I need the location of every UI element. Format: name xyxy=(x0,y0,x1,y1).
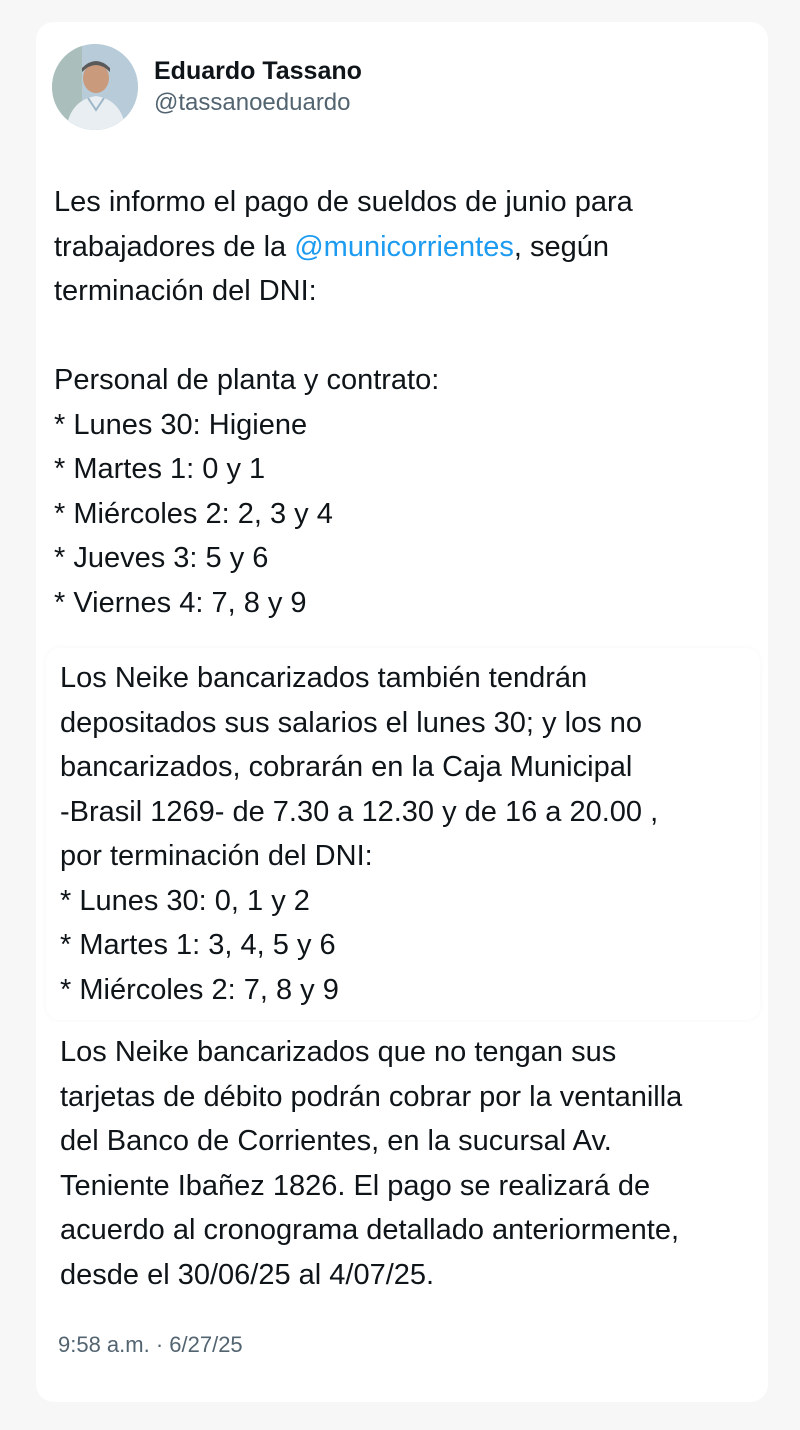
text-line: por terminación del DNI: xyxy=(60,840,373,872)
tweet-text-block-1 xyxy=(40,172,760,633)
text-line: Los Neike bancarizados que no tengan sus xyxy=(60,1036,617,1068)
tweet-header xyxy=(52,44,362,130)
author-display-name[interactable]: Eduardo Tassano xyxy=(154,57,362,85)
tweet-text-block-2 xyxy=(46,648,760,1020)
text-line: depositados sus salarios el lunes 30; y los no xyxy=(60,706,642,739)
text-line: desde el 30/06/25 al 4/07/25. xyxy=(60,1258,435,1291)
text-line: acuerdo al cronograma detallado anteriormente, xyxy=(60,1214,680,1246)
text-line xyxy=(54,225,746,270)
list-item: * Martes 1: 0 y 1 xyxy=(54,453,266,485)
text-line: Teniente Ibañez 1826. El pago se realizará de xyxy=(60,1169,651,1202)
author-handle[interactable]: @tassanoeduardo xyxy=(154,89,351,116)
text-line: Los Neike bancarizados también tendrán xyxy=(60,662,588,694)
list-item: * Lunes 30: Higiene xyxy=(54,408,308,441)
text-fragment: , según xyxy=(513,230,609,263)
text-line: Personal de planta y contrato: xyxy=(54,364,440,396)
text-line: bancarizados, cobrarán en la Caja Municipal xyxy=(60,751,633,783)
text-line: tarjetas de débito podrán cobrar por la ventanilla xyxy=(60,1080,683,1113)
avatar[interactable] xyxy=(52,44,138,130)
tweet-text-block-3 xyxy=(46,1022,760,1305)
list-item: * Lunes 30: 0, 1 y 2 xyxy=(60,884,310,917)
list-item: * Viernes 4: 7, 8 y 9 xyxy=(54,586,307,619)
text-line: Les informo el pago de sueldos de junio para xyxy=(54,186,633,218)
tweet-timestamp[interactable]: 9:58 a.m. · 6/27/25 xyxy=(58,1332,243,1357)
text-line: -Brasil 1269- de 7.30 a 12.30 y de 16 a 20.00 , xyxy=(60,795,659,828)
paragraph-gap xyxy=(54,314,746,359)
list-item: * Martes 1: 3, 4, 5 y 6 xyxy=(60,929,336,961)
text-line: del Banco de Corrientes, en la sucursal Av. xyxy=(60,1125,612,1157)
avatar-photo-icon xyxy=(52,44,138,130)
mention-link[interactable]: @municorrientes xyxy=(294,230,514,263)
list-item: * Jueves 3: 5 y 6 xyxy=(54,542,269,574)
list-item: * Miércoles 2: 7, 8 y 9 xyxy=(60,973,339,1006)
list-item: * Miércoles 2: 2, 3 y 4 xyxy=(54,497,333,530)
text-fragment: trabajadores de la xyxy=(54,230,295,263)
text-line: terminación del DNI: xyxy=(54,275,317,307)
